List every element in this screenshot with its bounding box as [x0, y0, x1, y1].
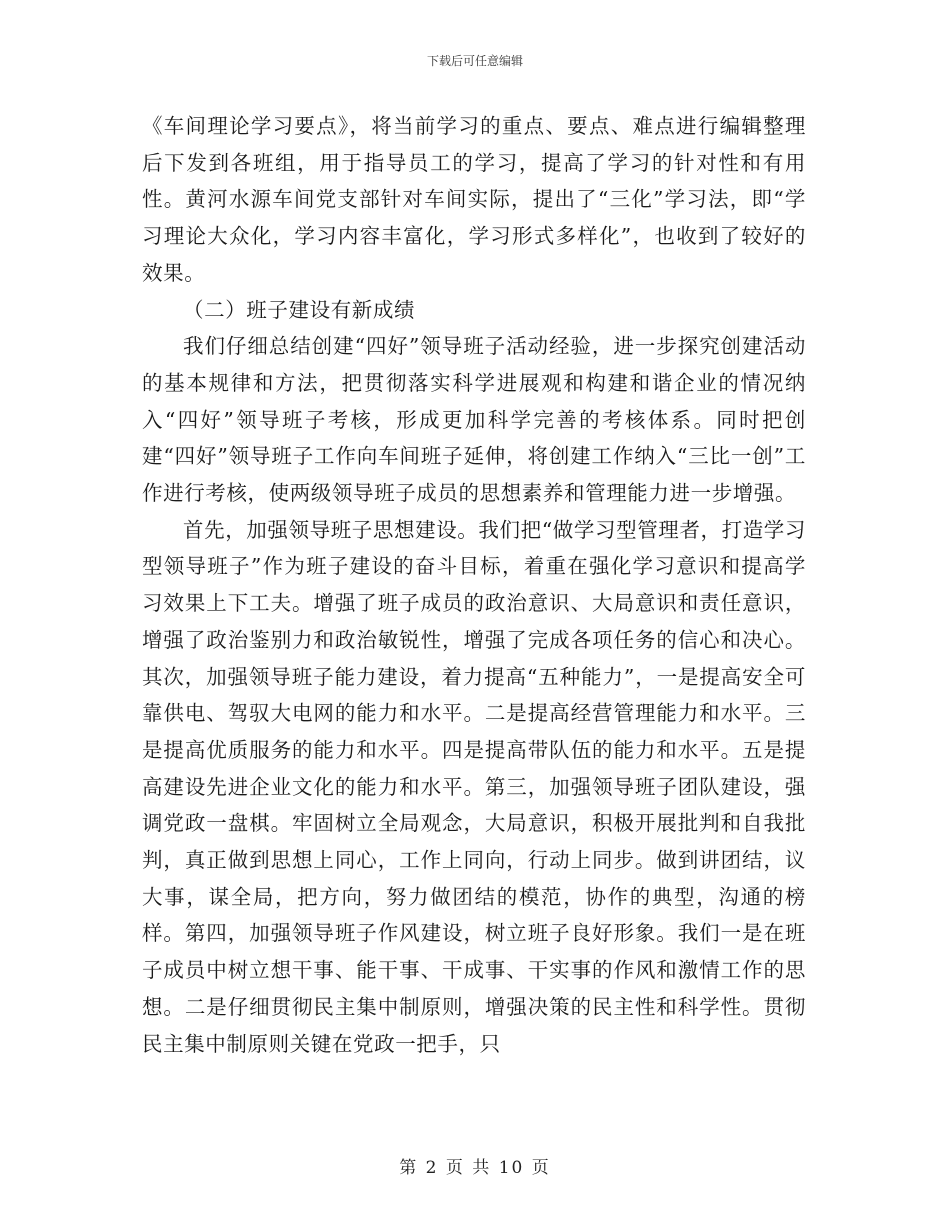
page-footer: 第 2 页 共 10 页: [399, 1158, 551, 1178]
page-header: 下载后可任意编辑: [426, 54, 523, 68]
section-heading: （二）班子建设有新成绩: [183, 297, 416, 322]
paragraph: 我们仔细总结创建“四好”领导班子活动经验，进一步探究创建活动的基本规律和方法，把贯彻落实科学进展观和构建和谐企业的情况纳入“四好”领导班子考核，形成更加科学完善的考核体系。同时把创建“四好”领导班子工作向车间班子延伸，将创建工作纳入“三比一创”工作进行考核，使两级领导班子成员的思想素养和管理能力进一步增强。: [142, 334, 806, 506]
body-text: [142, 108, 806, 1062]
paragraph: 首先，加强领导班子思想建设。我们把“做学习型管理者，打造学习型领导班子”作为班子建设的奋斗目标，着重在强化学习意识和提高学习效果上下工夫。增强了班子成员的政治意识、大局意识和责任意识，增强了政治鉴别力和政治敏锐性，增强了完成各项任务的信心和决心。其次，加强领导班子能力建设，着力提高“五种能力”，一是提高安全可靠供电、驾驭大电网的能力和水平。二是提高经营管理能力和水平。三是提高优质服务的能力和水平。四是提高带队伍的能力和水平。五是提高建设先进企业文化的能力和水平。第三，加强领导班子团队建设，强调党政一盘棋。牢固树立全局观念，大局意识，积极开展批判和自我批判，真正做到思想上同心，工作上同向，行动上同步。做到讲团结，议大事，谋全局，把方向，努力做团结的模范，协作的典型，沟通的榜样。第四，加强领导班子作风建设，树立班子良好形象。我们一是在班子成员中树立想干事、能干事、干成事、干实事的作风和激情工作的思想。二是仔细贯彻民主集中制原则，增强决策的民主性和科学性。贯彻民主集中制原则关键在党政一把手，只: [142, 517, 806, 1056]
paragraph: 《车间理论学习要点》，将当前学习的重点、要点、难点进行编辑整理后下发到各班组，用于指导员工的学习，提高了学习的针对性和有用性。黄河水源车间党支部针对车间实际，提出了“三化”学习法，即“学习理论大众化，学习内容丰富化，学习形式多样化”，也收到了较好的效果。: [142, 114, 806, 285]
